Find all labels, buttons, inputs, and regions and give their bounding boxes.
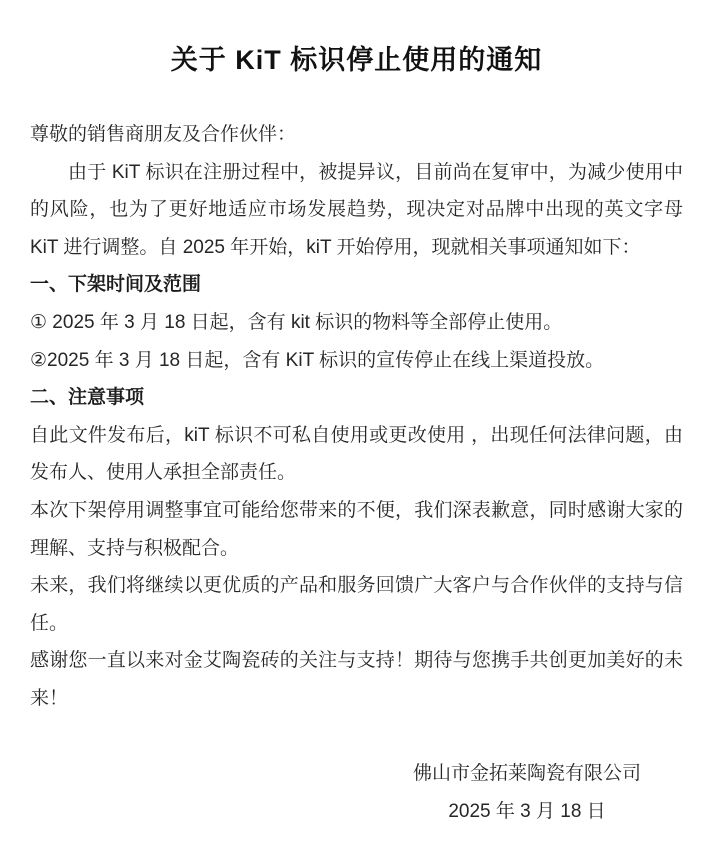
section-1-item-2: ②2025 年 3 月 18 日起，含有 KiT 标识的宣传停止在线上渠道投放。 xyxy=(30,349,605,371)
document-title: 关于 KiT 标识停止使用的通知 xyxy=(170,45,543,75)
section-2-heading: 二、注意事项 xyxy=(30,387,145,409)
document-body xyxy=(30,116,683,830)
intro-paragraph: 由于 KiT 标识在注册过程中，被提异议，目前尚在复审中，为减少使用中的风险，也为了更好地适应市场发展趋势，现决定对品牌中出现的英文字母 KiT 进行调整。自 2025 年开始，kiT 开始停用，现就相关事项通知如下： xyxy=(30,161,683,258)
notice-document-page xyxy=(0,42,713,868)
section-1-item-1: ① 2025 年 3 月 18 日起，含有 kit 标识的物料等全部停止使用。 xyxy=(30,311,563,333)
liability-paragraph: 自此文件发布后，kiT 标识不可私自使用或更改使用 ，出现任何法律问题，由发布人、使用人承担全部责任。 xyxy=(30,424,683,484)
company-name: 佛山市金拓莱陶瓷有限公司 xyxy=(412,763,641,785)
apology-paragraph: 本次下架停用调整事宜可能给您带来的不便，我们深表歉意，同时感谢大家的理解、支持与积极配合。 xyxy=(30,499,683,559)
signature-date: 2025 年 3 月 18 日 xyxy=(448,800,606,822)
future-commitment-paragraph: 未来，我们将继续以更优质的产品和服务回馈广大客户与合作伙伴的支持与信任。 xyxy=(30,575,683,634)
section-1-heading: 一、下架时间及范围 xyxy=(30,274,202,296)
signature-block xyxy=(371,755,683,830)
salutation: 尊敬的销售商朋友及合作伙伴： xyxy=(30,124,297,145)
thanks-paragraph: 感谢您一直以来对金艾陶瓷砖的关注与支持！期待与您携手共创更加美好的未来！ xyxy=(30,650,683,709)
